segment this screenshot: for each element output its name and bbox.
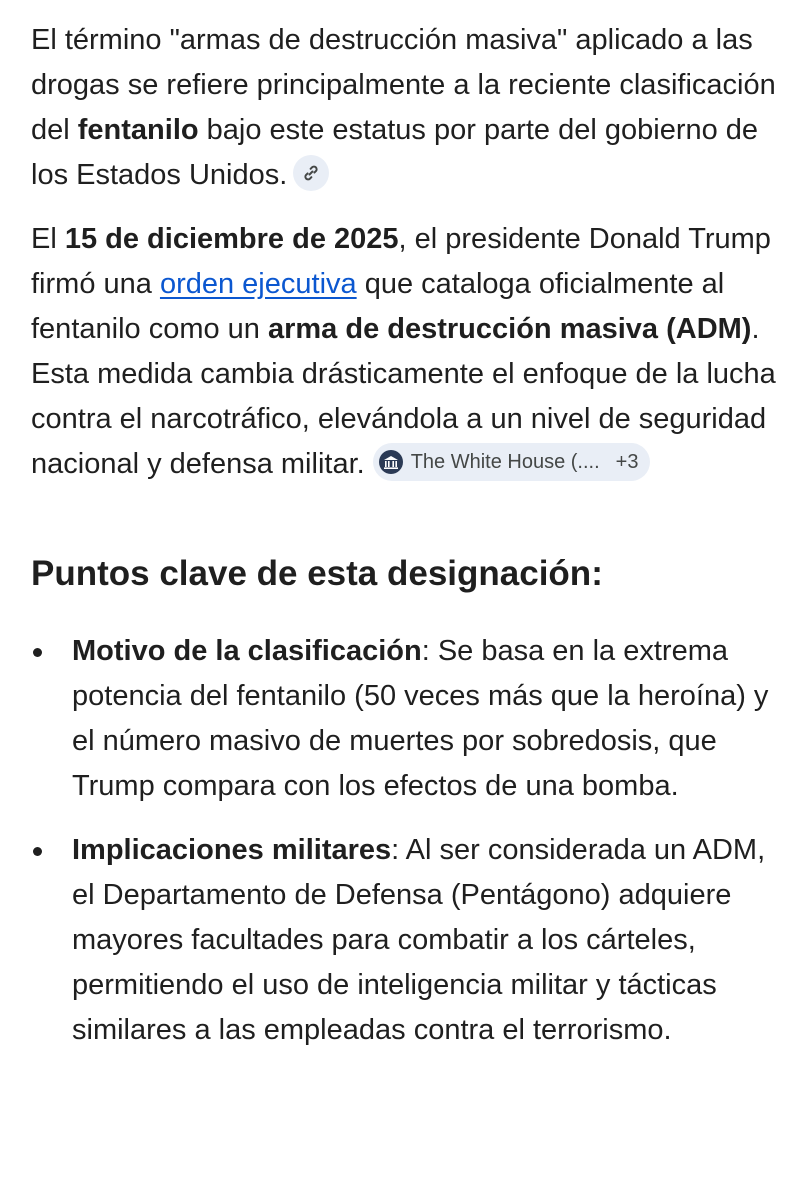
order-text-1: El (31, 223, 65, 255)
intro-text-2: bajo este estatus por parte del gobierno de los Estados Unidos. (31, 114, 759, 191)
order-text-2: , el presidente Donald Trump firmó una (31, 223, 771, 300)
bullet-icon (33, 847, 42, 856)
order-bold-adm: arma de destrucción masiva (ADM) (267, 313, 752, 345)
point-title: Implicaciones militares (72, 834, 392, 866)
order-bold-date: 15 de diciembre de 2025 (64, 223, 399, 255)
source-label: The White House (.... (410, 451, 600, 474)
bullet-icon (33, 648, 42, 657)
order-text-3: que cataloga oficialmente al fentanilo como un (31, 268, 725, 345)
point-text: : Se basa en la extrema potencia del fentanilo (50 veces más que la heroína) y el número masivo de muertes por sobredosis, que Trump compara con los efectos de una bomba. (72, 635, 769, 802)
order-paragraph (31, 217, 791, 487)
section-heading: Puntos clave de esta designación: (31, 554, 603, 593)
order-text-4: . Esta medida cambia drásticamente el enfoque de la lucha contra el narcotráfico, elevándola a un nivel de seguridad nacional y defensa militar. (31, 313, 776, 480)
link-icon (302, 164, 320, 182)
intro-text-1: El término "armas de destrucción masiva" aplicado a las drogas se refiere principalmente a la reciente clasificación del (31, 24, 776, 146)
key-points-list (31, 629, 791, 1053)
intro-bold-fentanilo: fentanilo (77, 114, 199, 146)
intro-paragraph (31, 18, 791, 198)
source-more-count: +3 (615, 451, 639, 474)
response-content (31, 18, 791, 1072)
list-item (31, 629, 791, 809)
executive-order-link[interactable]: orden ejecutiva (159, 268, 357, 300)
white-house-icon (379, 450, 403, 474)
list-item (31, 828, 791, 1053)
source-chip-white-house[interactable] (373, 443, 651, 481)
source-link-chip[interactable] (293, 155, 329, 191)
point-title: Motivo de la clasificación (72, 635, 422, 667)
point-text: : Al ser considerada un ADM, el Departamento de Defensa (Pentágono) adquiere mayores facultades para combatir a los cárteles, permitiendo el uso de inteligencia militar y tácticas similares a las empleadas contra el terrorismo. (72, 834, 766, 1046)
